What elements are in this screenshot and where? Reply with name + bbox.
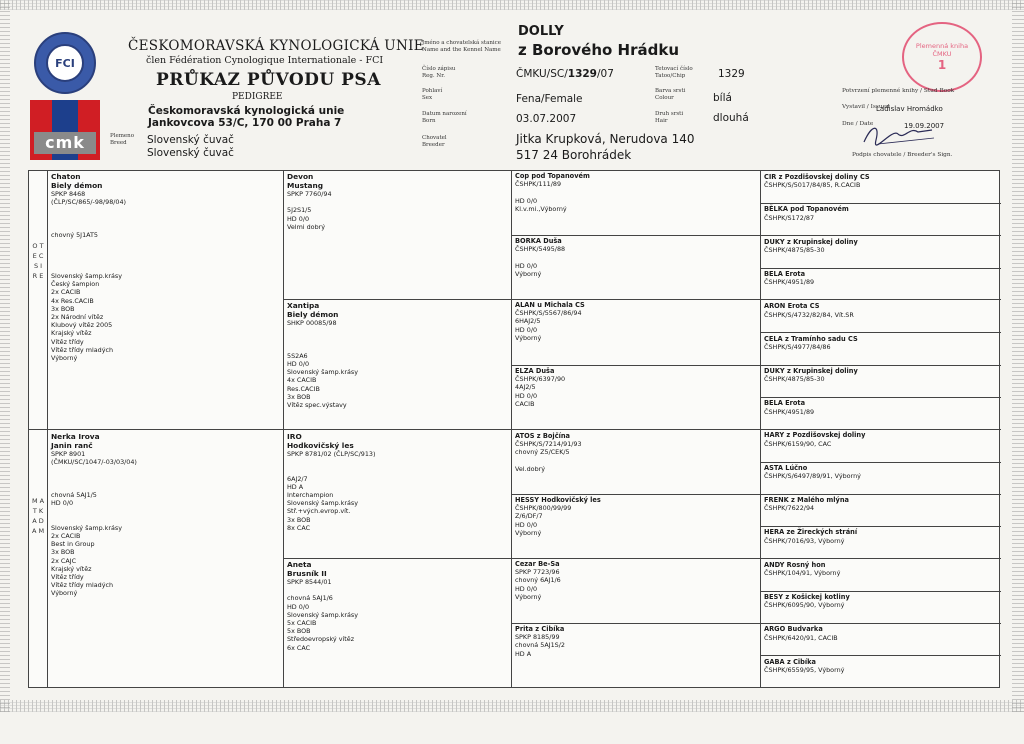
breeder-sign-label: Podpis chovatele / Breeder's Sign. — [852, 152, 953, 158]
dam-name: Nerka Irova — [51, 432, 100, 441]
dam-line: Best in Group — [51, 540, 95, 549]
stamp-text: Plemenná kniha ČMKU — [915, 42, 969, 58]
great-great-grandparent-name: ARON Erota CS — [764, 302, 820, 311]
great-great-grandparent-name: BĚLKA pod Topanovém — [764, 205, 849, 214]
born-value: 03.07.2007 — [516, 113, 577, 125]
decorative-border-right — [1012, 0, 1024, 712]
great-grandparent-cell — [512, 431, 759, 474]
dam-line — [51, 475, 279, 483]
address-line-1: Českomoravská kynologická unie — [148, 105, 345, 117]
sire-line: Krajský vítěz — [51, 329, 92, 338]
date-value: 19.09.2007 — [904, 122, 945, 130]
great-great-grandparent-cell — [761, 334, 999, 353]
breed-label — [110, 133, 134, 146]
great-grandparent-line: ČSHPK/111/89 — [515, 180, 562, 189]
grandparent-kennel: Hodkovičský les — [287, 441, 354, 450]
great-great-grandparent-cell — [761, 495, 999, 514]
colour-label-cz: Barva srsti — [655, 88, 686, 94]
great-great-grandparent-name: GABA z Cibíka — [764, 657, 816, 666]
great-grandparent-line: ČSHPK/S/7214/91/93 — [515, 440, 582, 449]
name-label-en: Name and the Kennel Name — [422, 46, 501, 53]
date-label: Dne / Date — [842, 121, 874, 127]
great-great-grandparent-cell — [761, 237, 999, 256]
sire-line: Český šampion — [51, 280, 100, 289]
grandparent-line: Slovenský šamp.krásy — [287, 610, 359, 619]
dam-line: 2x CAJC — [51, 556, 77, 565]
great-grandparent-line: Vel.dobrý — [515, 464, 546, 473]
colour-label — [655, 88, 685, 101]
dam-line: (ČMKU/SC/1047/-03/03/04) — [51, 458, 137, 467]
sire-kennel: Biely démon — [51, 181, 103, 190]
grandparent-line: SPKP 8544/01 — [287, 578, 332, 586]
decorative-border-left — [0, 0, 10, 712]
tattoo-label-cz: Tetovací číslo — [655, 66, 693, 72]
hair-label-cz: Druh srsti — [655, 111, 684, 117]
breeder-label-en: Breeder — [422, 141, 445, 148]
sex-label — [422, 88, 442, 101]
great-great-grandparent-line: ČSHPK/6159/90, CAC — [764, 439, 832, 448]
hair-label-en: Hair — [655, 117, 668, 124]
great-great-grandparent-name: ANDY Rosný hon — [764, 560, 826, 569]
grandparent-line: HD 0/0 — [287, 360, 310, 369]
dog-name: DOLLY — [518, 24, 564, 39]
grandparent-line: Velmi dobrý — [287, 222, 326, 231]
grandparent-name: IRO — [287, 432, 302, 441]
grandparent-line: Středoevropský vítěz — [287, 635, 355, 644]
great-great-grandparent-cell — [761, 624, 999, 643]
great-grandparent-line: ČSHPK/6397/90 — [515, 375, 566, 384]
great-grandparent-cell — [512, 495, 759, 538]
grandparent-line — [287, 327, 507, 335]
great-great-grandparent-line: ČSHPK/6559/95, Výborný — [764, 665, 845, 674]
great-great-grandparent-name: ASTA Lúčno — [764, 463, 808, 472]
sire-line: (ČLP/SC/865/-98/98/04) — [51, 198, 127, 207]
grandparent-name: Xantipa — [287, 301, 320, 310]
great-great-grandparent-name: HARY z Pozdišovskej doliny — [764, 431, 866, 440]
great-grandparent-line: chovný Z5/CEK/5 — [515, 448, 570, 457]
cmku-fci-logo — [30, 30, 100, 160]
fci-logo-text: FCI — [55, 56, 75, 70]
great-grandparent-line: chovná 5AJ1S/2 — [515, 641, 565, 650]
great-grandparent-line — [515, 253, 756, 261]
signature — [858, 118, 938, 148]
grandparent-line — [287, 586, 507, 594]
dam-line — [51, 483, 279, 491]
breed-value-1: Slovenský čuvač — [147, 134, 234, 146]
great-great-grandparent-line: ČSHPK/S/4977/84/86 — [764, 342, 831, 351]
great-great-grandparent-name: CIR z Pozdišovskej doliny CS — [764, 173, 870, 181]
dam-cell — [48, 431, 282, 599]
grandparent-line: 3x BOB — [287, 515, 311, 524]
grandparent-line: 6AJ2/7 — [287, 474, 308, 483]
tattoo-label — [655, 66, 693, 79]
sex-label-en: Sex — [422, 94, 433, 101]
great-grandparent-line: HD 0/0 — [515, 196, 538, 205]
sire-line: Slovenský šamp.krásy — [51, 272, 123, 281]
great-grandparent-name: BORKA Duša — [515, 237, 562, 245]
great-great-grandparent-cell — [761, 366, 999, 385]
great-great-grandparent-name: ARGO Budvarka — [764, 625, 823, 634]
sire-details — [51, 190, 279, 362]
great-great-grandparent-name: DUKY z Krupinskej doliny — [764, 237, 858, 246]
great-grandparent-line: SPKP 7723/96 — [515, 568, 560, 577]
grandparent-line — [287, 198, 507, 206]
grandparent-kennel: Mustang — [287, 181, 324, 190]
dam-line: HD 0/0 — [51, 499, 74, 508]
document-subtitle: PEDIGREE — [232, 92, 283, 102]
great-grandparent-cell — [512, 300, 759, 343]
great-grandparent-name: HESSY Hodkovičský les — [515, 496, 601, 504]
grandparent-line: 8x CAC — [287, 523, 311, 532]
dam-side-label: M A T K A D A M — [31, 497, 45, 535]
grandparent-kennel: Biely démon — [287, 310, 339, 319]
grandparent-line: 3x BOB — [287, 392, 311, 401]
great-grandparent-name: Cop pod Topanovém — [515, 172, 590, 180]
dam-details — [51, 450, 279, 598]
great-great-grandparent-name: HERA ze Žireckých strání — [764, 528, 858, 537]
cmku-flag-stripe — [30, 100, 100, 160]
great-grandparent-cell — [512, 559, 759, 602]
breed-value-2: Slovenský čuvač — [147, 147, 234, 159]
great-great-grandparent-line: ČSHPK/S172/87 — [764, 213, 815, 222]
great-great-grandparent-line: ČSHPK/7622/94 — [764, 504, 815, 513]
grandparent-cell — [284, 431, 510, 533]
dam-kennel: Janin ranč — [51, 441, 93, 450]
colour-label-en: Colour — [655, 94, 674, 101]
stud-book-stamp — [902, 22, 982, 92]
sire-name: Chaton — [51, 172, 81, 181]
dam-line: chovná 5AJ1/5 — [51, 491, 97, 500]
grandparent-line: 4x CACIB — [287, 376, 317, 385]
breeder-line-2: 517 24 Borohrádek — [516, 148, 632, 162]
grandparent-line: Interchampion — [287, 491, 334, 500]
great-great-grandparent-cell — [761, 301, 999, 320]
born-label-en: Born — [422, 117, 436, 124]
name-label-cz: Jméno a chovatelská stanice — [422, 40, 501, 46]
grandparent-line: SPKP 7760/94 — [287, 190, 332, 198]
great-grandparent-name: Prita z Cibíka — [515, 625, 565, 633]
great-great-grandparent-line: ČSHPK/S/5017/84/85, R.CACIB — [764, 181, 861, 190]
breed-label-cz: Plemeno — [110, 133, 135, 139]
stamp-number: 1 — [937, 58, 947, 72]
grandparent-line — [287, 335, 507, 343]
cmku-logo-text: cmk — [34, 132, 96, 154]
great-grandparent-name: Cezar Be-Sa — [515, 560, 560, 568]
grandparent-line: HD A — [287, 482, 304, 491]
great-grandparent-line: HD 0/0 — [515, 325, 538, 334]
reg-number: 1329 — [567, 68, 597, 80]
dog-kennel-name: z Borového Hrádku — [518, 41, 680, 59]
sire-line: 2x Národní vítěz — [51, 313, 104, 322]
grandparent-line: HD 0/0 — [287, 214, 310, 223]
dam-line: Vítěz třídy — [51, 573, 84, 582]
great-grandparent-line: HD 0/0 — [515, 391, 538, 400]
great-grandparent-cell — [512, 624, 759, 659]
sire-line: chovný 5J1AT5 — [51, 231, 98, 240]
hair-label — [655, 111, 683, 124]
tattoo-value: 1329 — [718, 68, 745, 80]
grandparent-line: 5x CACIB — [287, 619, 317, 628]
sire-line: Vítěz třídy mladých — [51, 345, 114, 354]
pedigree-table — [28, 170, 1000, 688]
grandparent-line — [287, 458, 507, 466]
dam-line: 2x CACIB — [51, 532, 81, 541]
grandparent-line: Slovenský šamp.krásy — [287, 368, 359, 377]
sire-line — [51, 206, 279, 214]
great-great-grandparent-cell — [761, 527, 999, 546]
great-grandparent-line — [515, 457, 756, 465]
name-label — [422, 40, 501, 53]
reg-prefix: ČMKU/SC/ — [516, 68, 568, 80]
sire-line: 2x CACIB — [51, 288, 81, 297]
fci-logo-center — [46, 44, 84, 82]
grandparent-line: 5S2A6 — [287, 351, 308, 360]
issued-value: Ladislav Hromádko — [876, 105, 943, 113]
sire-line — [51, 256, 279, 264]
great-grandparent-line: ČSHPK/S/5567/86/94 — [515, 309, 582, 318]
great-great-grandparent-line: ČSHPK/6420/91, CACIB — [764, 633, 838, 642]
grandparent-line — [287, 466, 507, 474]
dam-line — [51, 516, 279, 524]
hair-value: dlouhá — [713, 112, 749, 124]
great-grandparent-line: Výborný — [515, 269, 542, 278]
great-grandparent-line: chovný 6AJ1/6 — [515, 576, 561, 585]
great-great-grandparent-cell — [761, 592, 999, 611]
sex-label-cz: Pohlaví — [422, 88, 443, 94]
sire-line: Výborný — [51, 354, 78, 363]
sire-line: Vítěz třídy — [51, 337, 84, 346]
reg-label-en: Reg. Nr. — [422, 72, 445, 79]
sire-line — [51, 247, 279, 255]
great-great-grandparent-cell — [761, 560, 999, 579]
great-great-grandparent-line: ČSHPK/4875/85-30 — [764, 246, 825, 254]
great-grandparent-line: HD A — [515, 649, 532, 658]
great-great-grandparent-cell — [761, 430, 999, 449]
great-great-grandparent-cell — [761, 204, 999, 223]
sire-line — [51, 215, 279, 223]
grandparent-line: Slovenský šamp.krásy — [287, 499, 359, 508]
registration-number — [516, 68, 614, 80]
born-label-cz: Datum narození — [422, 111, 467, 117]
address-line-2: Jankovcova 53/C, 170 00 Praha 7 — [148, 117, 342, 129]
tattoo-label-en: Tatoo/Chip — [655, 72, 686, 79]
great-great-grandparent-cell — [761, 172, 999, 191]
breeder-label-cz: Chovatel — [422, 135, 447, 141]
grandparent-line: Res.CACIB — [287, 384, 320, 393]
great-grandparent-cell — [512, 236, 759, 279]
dam-line: Slovenský šamp.krásy — [51, 523, 123, 532]
great-grandparent-name: ATOS z Bojčína — [515, 432, 571, 440]
great-grandparent-line: 4AJ2/5 — [515, 383, 536, 392]
grandparent-line: 6x CAC — [287, 643, 311, 652]
great-grandparent-line: Výborný — [515, 528, 542, 537]
reg-label-cz: Číslo zápisu — [422, 66, 456, 72]
dam-line: SPKP 8901 — [51, 450, 86, 458]
grandparent-cell — [284, 171, 510, 232]
great-grandparent-line: ČSHPK/800/99/99 — [515, 504, 572, 513]
great-grandparent-line: ČSHPK/5495/88 — [515, 245, 566, 254]
great-great-grandparent-line: ČSHPK/4875/85-30 — [764, 375, 825, 384]
great-great-grandparent-cell — [761, 398, 999, 417]
great-great-grandparent-name: CELA z Tramínho sadu CS — [764, 334, 858, 343]
grandparent-line: Vítěz spec.výstavy — [287, 401, 347, 410]
great-great-grandparent-cell — [761, 269, 999, 288]
great-great-grandparent-line: ČSHPK/S/6497/89/91, Výborný — [764, 472, 861, 481]
dam-line — [51, 466, 279, 474]
stud-book-confirmation-label: Potvrzení plemenné knihy / Stud Book — [842, 88, 955, 94]
reg-suffix: /07 — [597, 68, 614, 80]
grandparent-line: 5x BOB — [287, 627, 311, 636]
great-great-grandparent-line: ČSHPK/4951/89 — [764, 407, 815, 416]
great-grandparent-line: SPKP 8185/99 — [515, 633, 560, 642]
great-grandparent-line: CACIB — [515, 399, 535, 408]
decorative-border-top — [0, 0, 1024, 10]
great-great-grandparent-line: ČSHPK/S/4732/82/84, Vít.SR — [764, 310, 854, 319]
great-grandparent-name: ELZA Duša — [515, 367, 555, 375]
grandparent-line: HD 0/0 — [287, 602, 310, 611]
dam-line: Krajský vítěz — [51, 564, 92, 573]
born-label — [422, 111, 467, 124]
sire-line — [51, 239, 279, 247]
great-great-grandparent-name: DUKY z Krupinskej doliny — [764, 366, 858, 375]
breeder-label — [422, 135, 447, 148]
great-grandparent-line: 6HAJ2/5 — [515, 317, 541, 326]
grandparent-cell — [284, 300, 510, 410]
grandparent-line: chovná 5AJ1/6 — [287, 594, 333, 603]
grandparent-kennel: Brusník II — [287, 569, 327, 578]
great-great-grandparent-cell — [761, 657, 999, 676]
great-grandparent-line: Výborný — [515, 333, 542, 342]
dam-line — [51, 507, 279, 515]
grandparent-line: SPKP 8781/02 (ČLP/SC/913) — [287, 450, 376, 458]
great-great-grandparent-name: BELA Erota — [764, 399, 806, 408]
sire-line: 4x Res.CACIB — [51, 296, 94, 305]
sire-line — [51, 223, 279, 231]
breed-label-en: Breed — [110, 139, 127, 146]
great-great-grandparent-name: FRENK z Malého mlýna — [764, 496, 849, 504]
grandparent-name: Devon — [287, 172, 314, 181]
grandparent-line: SHKP 00085/98 — [287, 319, 337, 327]
great-great-grandparent-name: BELA Erota — [764, 269, 806, 278]
great-grandparent-name: ALAN u Michala CS — [515, 301, 585, 309]
dam-line: Výborný — [51, 589, 78, 598]
grandparent-line — [287, 344, 507, 352]
fci-membership: člen Fédération Cynologique Internationale - FCI — [146, 55, 384, 66]
great-grandparent-line: HD 0/0 — [515, 584, 538, 593]
sire-side-label: O T E C S I R E — [32, 242, 44, 280]
document-title: PRŮKAZ PŮVODU PSA — [156, 70, 381, 90]
great-grandparent-line: HD 0/0 — [515, 261, 538, 270]
dam-line: Vítěz třídy mladých — [51, 581, 114, 590]
decorative-border-bottom — [0, 700, 1024, 712]
grandparent-line: 5J2S1/5 — [287, 206, 312, 215]
reg-label — [422, 66, 455, 79]
great-grandparent-line: HD 0/0 — [515, 520, 538, 529]
grandparent-name: Aneta — [287, 560, 312, 569]
breeder-line-1: Jitka Krupková, Nerudova 140 — [516, 132, 695, 146]
great-grandparent-line: Z/6/DF/7 — [515, 512, 543, 521]
great-great-grandparent-line: ČSHPK/104/91, Výborný — [764, 569, 841, 577]
great-grandparent-cell — [512, 366, 759, 409]
grandparent-line: Stř.+vých.evrop.vít. — [287, 507, 351, 516]
great-great-grandparent-line: ČSHPK/6095/90, Výborný — [764, 601, 845, 610]
organization-name: ČESKOMORAVSKÁ KYNOLOGICKÁ UNIE — [128, 38, 424, 54]
great-great-grandparent-cell — [761, 463, 999, 482]
sire-line: SPKP 8468 — [51, 190, 86, 198]
great-grandparent-cell — [512, 171, 759, 214]
issued-label: Vystavil / Issued — [842, 104, 890, 110]
great-great-grandparent-name: BESY z Košickej kotliny — [764, 592, 850, 601]
great-grandparent-line: Kl.v.mi.,Výborný — [515, 204, 567, 213]
sire-line — [51, 264, 279, 272]
great-grandparent-line — [515, 188, 756, 196]
great-great-grandparent-line: ČSHPK/4951/89 — [764, 278, 815, 287]
grandparent-cell — [284, 559, 510, 653]
colour-value: bílá — [713, 92, 732, 104]
great-great-grandparent-line: ČSHPK/7016/93, Výborný — [764, 536, 845, 545]
great-grandparent-line: Výborný — [515, 592, 542, 601]
sex-value: Fena/Female — [516, 93, 583, 105]
sire-line: Klubový vítěz 2005 — [51, 321, 113, 330]
sire-line: 3x BOB — [51, 304, 75, 313]
dam-line: 3x BOB — [51, 548, 75, 557]
sire-cell — [48, 171, 282, 363]
